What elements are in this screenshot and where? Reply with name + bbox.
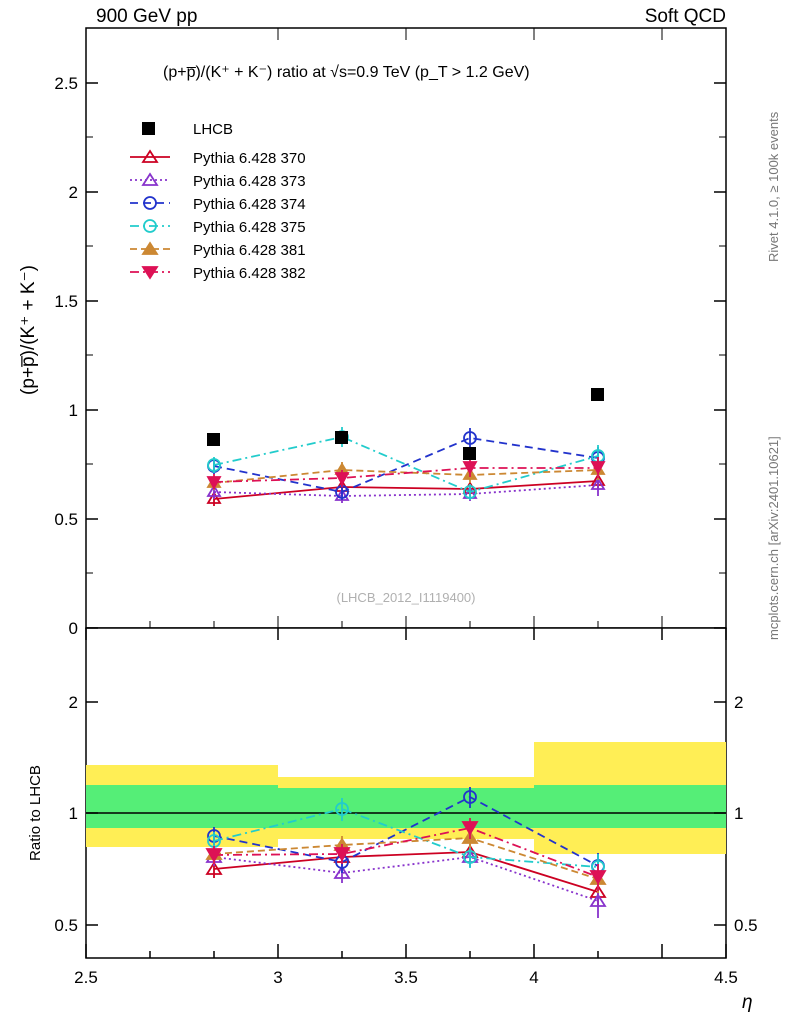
ratio-ytick-2-left: 2 [68, 693, 78, 712]
dataset-watermark: (LHCB_2012_I1119400) [336, 590, 476, 605]
plot-title: (p+p̅)/(K⁺ + K⁻) ratio at √s=0.9 TeV (p_T > 1.2 GeV) [163, 64, 530, 81]
xtick-3.5: 3.5 [394, 968, 418, 987]
ytick-1: 1 [68, 401, 78, 420]
xtick-4: 4 [529, 968, 539, 987]
main-panel-frame [86, 28, 726, 628]
legend-marker-lhcb [142, 122, 155, 135]
ratio-ytick-0.5-left: 0.5 [54, 916, 78, 935]
header-right-label: Soft QCD [644, 6, 726, 27]
legend-label-375: Pythia 6.428 375 [193, 219, 306, 236]
main-y-axis-title: (p+p̅)/(K⁺ + K⁻) [18, 265, 39, 395]
main-y-tick-labels [54, 74, 78, 638]
rivet-version-label: Rivet 4.1.0, ≥ 100k events [766, 111, 781, 262]
mcplots-source-label: mcplots.cern.ch [arXiv:2401.10621] [766, 436, 781, 640]
ratio-ytick-1-right: 1 [734, 804, 744, 823]
ratio-y-axis-title: Ratio to LHCB [27, 765, 44, 861]
legend-label-373: Pythia 6.428 373 [193, 173, 306, 190]
xtick-3: 3 [273, 968, 283, 987]
ratio-ytick-2-right: 2 [734, 693, 744, 712]
legend-label-lhcb: LHCB [193, 121, 234, 138]
ratio-y-tick-labels-left [54, 693, 78, 935]
ratio-ytick-1-left: 1 [68, 804, 78, 823]
ratio-ytick-0.5-right: 0.5 [734, 916, 758, 935]
header-left-label: 900 GeV pp [96, 6, 198, 27]
ratio-band-green [86, 785, 278, 828]
x-axis-label: η [742, 992, 753, 1013]
ytick-2: 2 [68, 183, 78, 202]
legend-label-374: Pythia 6.428 374 [193, 196, 306, 213]
ratio-band-green [534, 785, 726, 828]
legend-label-382: Pythia 6.428 382 [193, 265, 306, 282]
xtick-4.5: 4.5 [714, 968, 738, 987]
ytick-1.5: 1.5 [54, 292, 78, 311]
legend-label-370: Pythia 6.428 370 [193, 150, 306, 167]
ratio-y-tick-labels-right [734, 693, 758, 935]
ytick-2.5: 2.5 [54, 74, 78, 93]
x-tick-labels [74, 968, 738, 987]
legend-label-381: Pythia 6.428 381 [193, 242, 306, 259]
ytick-0.5: 0.5 [54, 510, 78, 529]
xtick-2.5: 2.5 [74, 968, 98, 987]
ytick-0: 0 [68, 619, 78, 638]
